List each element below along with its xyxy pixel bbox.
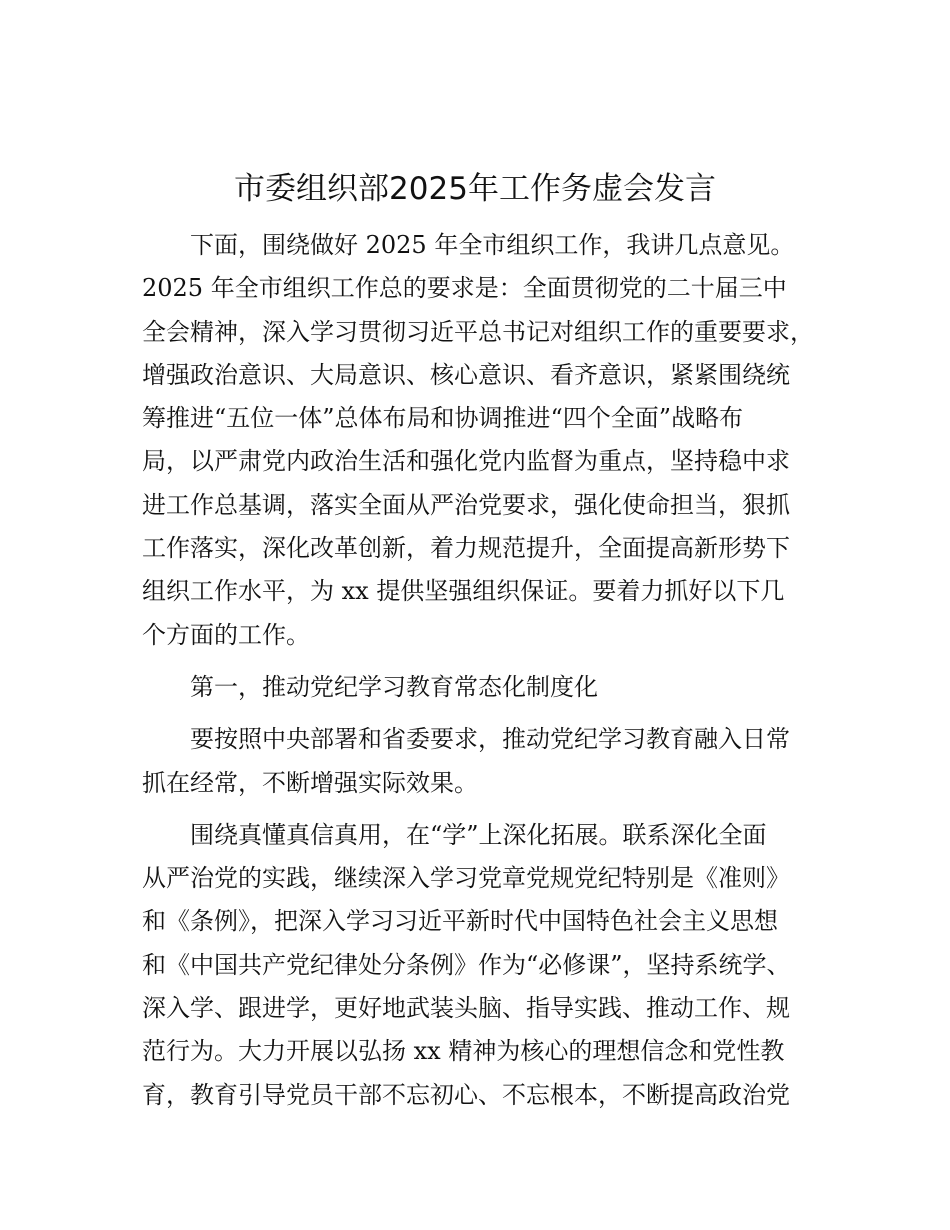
text-line: 增强政治意识、大局意识、核心意识、看齐意识，紧紧围绕统 bbox=[142, 360, 790, 389]
text-line: 和《中国共产党纪律处分条例》作为“必修课”，坚持系统学、 bbox=[142, 950, 791, 979]
text-line: 全会精神，深入学习贯彻习近平总书记对组织工作的重要要求， bbox=[142, 317, 814, 346]
text-line: 2025 年全市组织工作总的要求是：全面贯彻党的二十届三中 bbox=[142, 274, 787, 303]
text-line: 范行为。大力开展以弘扬 xx 精神为核心的理想信念和党性教 bbox=[142, 1037, 785, 1066]
text-line: 组织工作水平，为 xx 提供坚强组织保证。要着力抓好以下几 bbox=[142, 577, 785, 606]
paragraph-gap bbox=[142, 805, 812, 814]
text-line: 围绕真懂真信真用，在“学”上深化拓展。联系深化全面 bbox=[142, 820, 767, 849]
text-line: 筹推进“五位一体”总体布局和协调推进“四个全面”战略布 bbox=[142, 404, 744, 433]
text-line: 工作落实，深化改革创新，着力规范提升，全面提高新形势下 bbox=[142, 534, 790, 563]
document-title: 市委组织部2025年工作务虚会发言 bbox=[234, 171, 716, 207]
text-line: 局，以严肃党内政治生活和强化党内监督为重点，坚持稳中求 bbox=[142, 447, 790, 476]
text-line: 抓在经常，不断增强实际效果。 bbox=[142, 768, 478, 797]
text-line: 育，教育引导党员干部不忘初心、不忘根本，不断提高政治党 bbox=[142, 1080, 790, 1109]
text-line: 从严治党的实践，继续深入学习党章党规党纪特别是《准则》 bbox=[142, 864, 790, 893]
text-line: 和《条例》，把深入学习习近平新时代中国特色社会主义思想 bbox=[142, 907, 778, 936]
text-line: 进工作总基调，落实全面从严治党要求，强化使命担当，狠抓 bbox=[142, 490, 790, 519]
paragraph-gap bbox=[142, 709, 812, 718]
text-line: 下面，围绕做好 2025 年全市组织工作，我讲几点意见。 bbox=[142, 231, 795, 259]
document-body bbox=[142, 224, 812, 1117]
text-line: 要按照中央部署和省委要求，推动党纪学习教育融入日常 bbox=[142, 725, 790, 754]
text-line: 深入学、跟进学，更好地武装头脑、指导实践、推动工作、规 bbox=[142, 994, 790, 1023]
text-line: 第一，推动党纪学习教育常态化制度化 bbox=[142, 672, 598, 701]
text-line: 个方面的工作。 bbox=[142, 620, 310, 649]
paragraph-gap bbox=[142, 657, 812, 666]
